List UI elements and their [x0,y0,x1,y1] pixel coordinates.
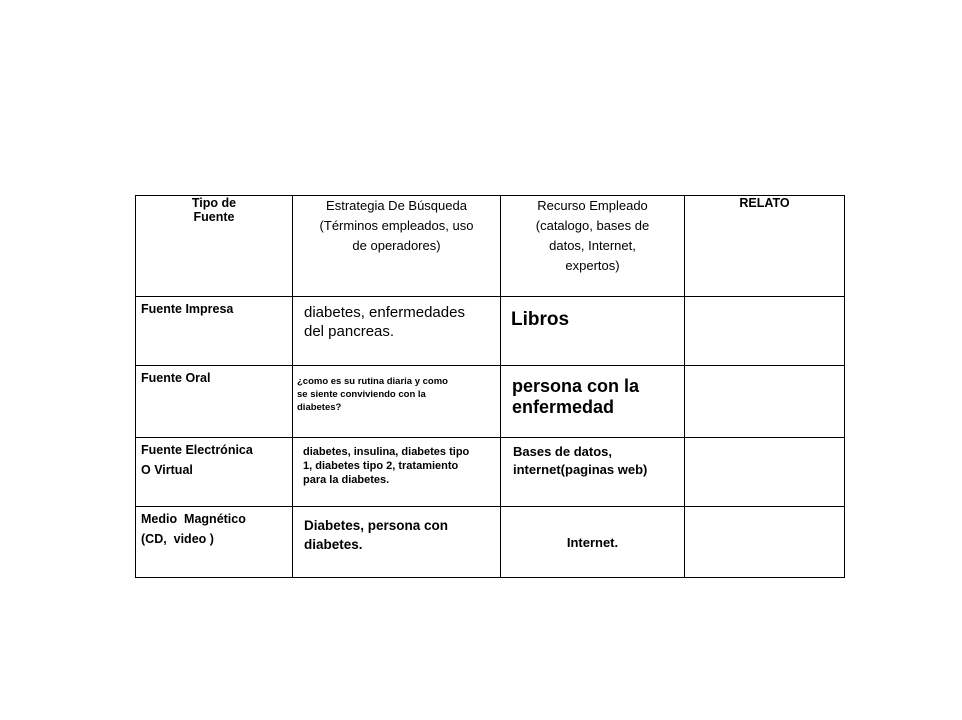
cell-estrategia [293,438,501,507]
header-estrategia-line3: de operadores) [352,238,441,253]
header-tipo-line2: Fuente [193,210,235,224]
cell-relato [685,297,845,366]
recurso-line: Internet. [566,534,619,550]
cell-relato [685,507,845,578]
estrategia-line: diabetes, enfermedades [304,304,465,321]
header-estrategia-title: Estrategia De Búsqueda [326,198,467,213]
header-estrategia-line2: (Términos empleados, uso [319,218,474,233]
table-row [136,297,845,366]
header-recurso-line4: expertos) [565,258,620,273]
header-relato-title: RELATO [739,196,790,210]
cell-recurso [501,366,685,438]
estrategia-line: diabetes, insulina, diabetes tipo [303,446,470,458]
recurso-line: Libros [511,309,570,330]
header-relato [685,196,845,297]
header-tipo-line1: Tipo de [191,196,237,210]
header-tipo-fuente [136,196,293,297]
cell-estrategia [293,366,501,438]
table-row [136,438,845,507]
estrategia-line: ¿como es su rutina diaria y como [297,376,448,387]
cell-tipo [136,507,293,578]
tipo-text: Fuente Impresa [141,302,234,316]
table-row [136,366,845,438]
estrategia-line: 1, diabetes tipo 2, tratamiento [303,460,459,472]
recurso-line: Bases de datos, [513,444,612,459]
header-row [136,196,845,297]
header-recurso-line3: datos, Internet, [549,238,636,253]
estrategia-line: para la diabetes. [303,474,390,486]
cell-tipo [136,366,293,438]
estrategia-line: del pancreas. [304,323,395,340]
source-table [135,195,845,578]
estrategia-line: diabetes? [297,402,342,413]
estrategia-line: se siente conviviendo con la [297,389,426,400]
cell-tipo [136,297,293,366]
header-recurso-line2: (catalogo, bases de [535,218,650,233]
cell-relato [685,438,845,507]
cell-estrategia [293,507,501,578]
tipo-text: (CD, video ) [141,532,214,546]
recurso-line: internet(paginas web) [513,462,648,477]
header-recurso [501,196,685,297]
recurso-line: enfermedad [512,397,615,417]
tipo-text: Fuente Oral [141,371,211,385]
table-row [136,507,845,578]
tipo-text: Medio Magnético [141,512,246,526]
estrategia-line: diabetes. [304,537,363,552]
cell-recurso [501,507,685,578]
header-estrategia [293,196,501,297]
estrategia-line: Diabetes, persona con [304,518,449,533]
tipo-text: Fuente Electrónica [141,443,253,457]
cell-estrategia [293,297,501,366]
cell-recurso [501,297,685,366]
cell-tipo [136,438,293,507]
cell-recurso [501,438,685,507]
tipo-text: O Virtual [141,463,193,477]
header-recurso-title: Recurso Empleado [537,198,648,213]
recurso-line: persona con la [512,376,640,396]
cell-relato [685,366,845,438]
